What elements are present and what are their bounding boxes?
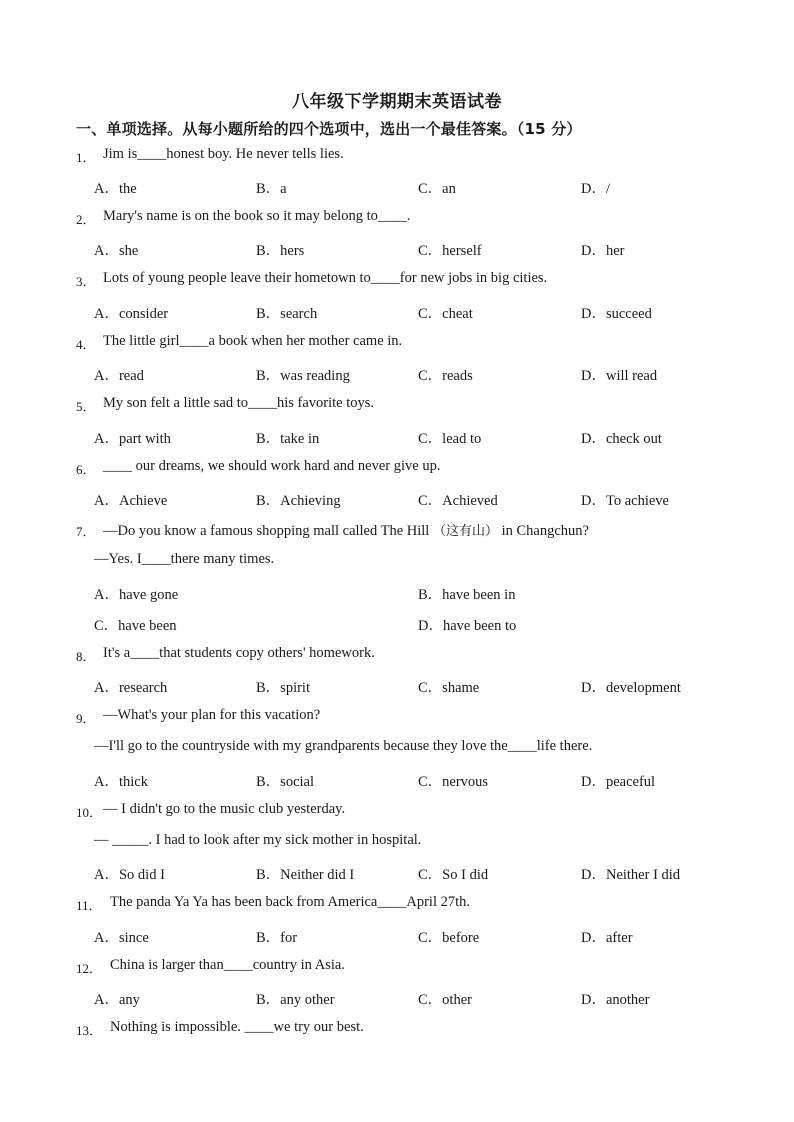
question-text: Jim is____honest boy. He never tells lies.: [103, 146, 344, 162]
option-a: A．thick: [94, 774, 148, 790]
question-number: 3．: [76, 274, 96, 289]
option-a: A．read: [94, 368, 144, 384]
option-d: D．Neither I did: [581, 867, 681, 883]
option-b: B．spirit: [256, 680, 310, 696]
option-c: C．nervous: [418, 774, 489, 790]
option-c: C．reads: [418, 368, 473, 384]
option-c: C．herself: [418, 243, 482, 259]
question-text: China is larger than____country in Asia.: [110, 957, 345, 973]
option-c: C．cheat: [418, 306, 473, 322]
question-text-part: —Do you know a famous shopping mall called The Hill: [103, 523, 430, 539]
option-d: D．development: [581, 680, 681, 696]
option-b: B．for: [256, 930, 298, 946]
option-d: D．To achieve: [581, 493, 669, 509]
option-c: C．lead to: [418, 431, 482, 447]
section-heading: 一、单项选择。从每小题所给的四个选项中，选出一个最佳答案。（15 分）: [76, 120, 582, 138]
question-text: It's a____that students copy others' homework.: [103, 645, 375, 661]
option-a: A．since: [94, 930, 149, 946]
question-text-chinese: （这有山）: [432, 524, 498, 539]
question-text: The panda Ya Ya has been back from America____April 27th.: [110, 894, 471, 910]
question-text: — I didn't go to the music club yesterday.: [103, 801, 346, 817]
question-text: —What's your plan for this vacation?: [103, 707, 321, 723]
option-c: C．before: [418, 930, 480, 946]
option-a: A．the: [94, 181, 137, 197]
question-number: 10．: [76, 805, 103, 820]
question-number: 11．: [76, 898, 102, 913]
question-number: 1．: [76, 150, 96, 165]
question-number: 2．: [76, 212, 96, 227]
option-b: B．was reading: [256, 368, 350, 384]
option-a: A．Achieve: [94, 493, 168, 509]
option-d: D．check out: [581, 431, 662, 447]
question-text: —Yes. I____there many times.: [94, 551, 275, 567]
question-text: Lots of young people leave their hometown to____for new jobs in big cities.: [103, 270, 548, 286]
option-a: A．So did I: [94, 867, 165, 883]
question-number: 12．: [76, 961, 103, 976]
option-b: B．hers: [256, 243, 305, 259]
question-number: 13．: [76, 1023, 103, 1038]
option-a: A．have gone: [94, 587, 179, 603]
option-b: B．social: [256, 774, 314, 790]
question-text: My son felt a little sad to____his favorite toys.: [103, 395, 375, 411]
option-b: B．have been in: [418, 587, 516, 603]
option-b: B．search: [256, 306, 318, 322]
question-number: 6．: [76, 462, 96, 477]
question-text: Nothing is impossible. ____we try our best.: [110, 1019, 364, 1035]
option-c: C．shame: [418, 680, 480, 696]
option-a: A．she: [94, 243, 139, 259]
option-c: C．an: [418, 181, 456, 197]
option-d: D．/: [581, 181, 610, 197]
option-a: A．any: [94, 992, 140, 1008]
option-c: C．other: [418, 992, 472, 1008]
question-text: Mary's name is on the book so it may belong to____.: [103, 208, 411, 224]
option-b: B．Neither did I: [256, 867, 355, 883]
option-a: A．consider: [94, 306, 169, 322]
option-d: D．peaceful: [581, 774, 656, 790]
option-d: D．her: [581, 243, 625, 259]
option-b: B．a: [256, 181, 287, 197]
option-a: A．research: [94, 680, 168, 696]
exam-title: 八年级下学期期末英语试卷: [292, 92, 502, 112]
option-d: D．will read: [581, 368, 658, 384]
option-a: A．part with: [94, 431, 171, 447]
option-b: B．Achieving: [256, 493, 341, 509]
question-number: 4．: [76, 337, 96, 352]
question-text: The little girl____a book when her mother came in.: [103, 333, 403, 349]
question-number: 7．: [76, 524, 96, 539]
option-b: B．any other: [256, 992, 335, 1008]
question-number: 5．: [76, 399, 96, 414]
question-text: ____ our dreams, we should work hard and never give up.: [103, 458, 441, 474]
question-number: 9．: [76, 711, 96, 726]
question-text-part: in Changchun?: [501, 523, 589, 539]
question-number: 8．: [76, 649, 96, 664]
option-c: C．Achieved: [418, 493, 498, 509]
question-text: [103, 520, 589, 540]
option-d: D．succeed: [581, 306, 652, 322]
option-b: B．take in: [256, 431, 320, 447]
option-c: C．So I did: [418, 867, 489, 883]
option-d: D．have been to: [418, 618, 517, 634]
option-d: D．after: [581, 930, 633, 946]
question-text: — _____. I had to look after my sick mother in hospital.: [94, 832, 422, 848]
option-d: D．another: [581, 992, 650, 1008]
question-text: —I'll go to the countryside with my grandparents because they love the____life there.: [94, 738, 593, 754]
option-c: C．have been: [94, 618, 177, 634]
